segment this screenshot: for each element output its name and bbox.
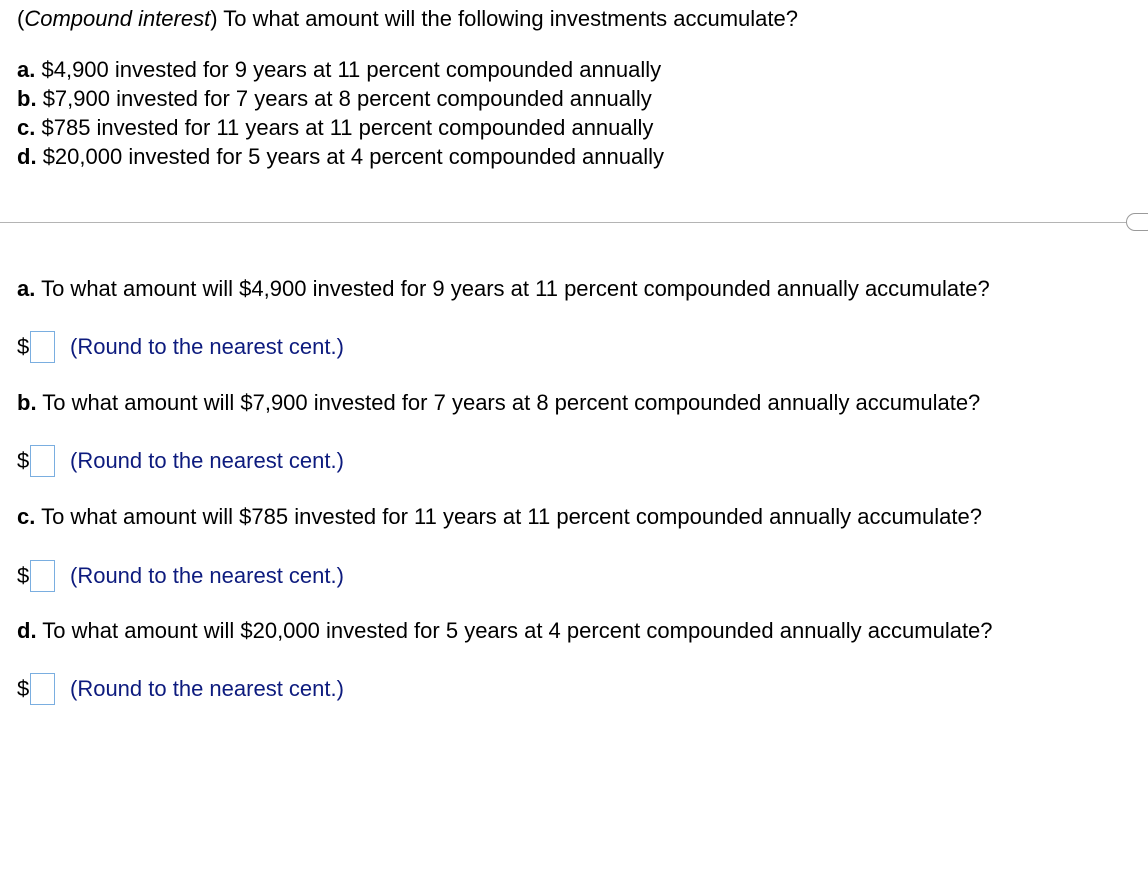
- rounding-hint: (Round to the nearest cent.): [70, 676, 344, 701]
- given-items-list: [17, 55, 664, 171]
- problem-topic: Compound interest: [24, 6, 211, 31]
- answer-input-c[interactable]: [30, 560, 55, 592]
- currency-symbol: $: [17, 448, 30, 473]
- question-text: To what amount will $4,900 invested for 9 years at 11 percent compounded annually accumulate?: [41, 276, 990, 301]
- answer-input-d[interactable]: [30, 673, 55, 705]
- given-item-text: $4,900 invested for 9 years at 11 percent compounded annually: [41, 57, 662, 82]
- given-item-a: [17, 55, 664, 84]
- given-item-letter: d.: [17, 144, 37, 169]
- question-b: [17, 389, 980, 417]
- given-item-text: $20,000 invested for 5 years at 4 percent compounded annually: [42, 144, 664, 169]
- currency-symbol: $: [17, 563, 30, 588]
- question-letter: d.: [17, 618, 37, 643]
- rounding-hint: (Round to the nearest cent.): [70, 448, 344, 473]
- answer-input-b[interactable]: [30, 445, 55, 477]
- question-letter: c.: [17, 504, 36, 529]
- question-text: To what amount will $785 invested for 11 years at 11 percent compounded annually accumulate?: [41, 504, 982, 529]
- answer-input-a[interactable]: [30, 331, 55, 363]
- question-c: [17, 503, 982, 531]
- given-item-letter: c.: [17, 115, 36, 140]
- answer-row-b: [17, 444, 344, 478]
- question-a: [17, 275, 990, 303]
- problem-prompt: (Compound interest) To what amount will the following investments accumulate?: [17, 6, 798, 31]
- question-letter: b.: [17, 390, 37, 415]
- given-item-b: [17, 84, 664, 113]
- question-letter: a.: [17, 276, 36, 301]
- given-item-letter: a.: [17, 57, 36, 82]
- question-text: To what amount will $7,900 invested for 7 years at 8 percent compounded annually accumulate?: [42, 390, 981, 415]
- rounding-hint: (Round to the nearest cent.): [70, 334, 344, 359]
- currency-symbol: $: [17, 676, 30, 701]
- answer-row-d: [17, 672, 344, 706]
- given-item-d: [17, 142, 664, 171]
- answer-row-c: [17, 559, 344, 593]
- given-item-text: $7,900 invested for 7 years at 8 percent compounded annually: [42, 86, 652, 111]
- given-item-c: [17, 113, 664, 142]
- rounding-hint: (Round to the nearest cent.): [70, 563, 344, 588]
- question-text: To what amount will $20,000 invested for 5 years at 4 percent compounded annually accumulate?: [42, 618, 993, 643]
- section-divider: [0, 222, 1126, 223]
- given-item-text: $785 invested for 11 years at 11 percent compounded annually: [41, 115, 654, 140]
- question-d: [17, 617, 993, 645]
- given-item-letter: b.: [17, 86, 37, 111]
- currency-symbol: $: [17, 334, 30, 359]
- divider-resize-handle[interactable]: [1126, 213, 1148, 231]
- answer-row-a: [17, 330, 344, 364]
- problem-prompt-text: To what amount will the following investments accumulate?: [223, 6, 798, 31]
